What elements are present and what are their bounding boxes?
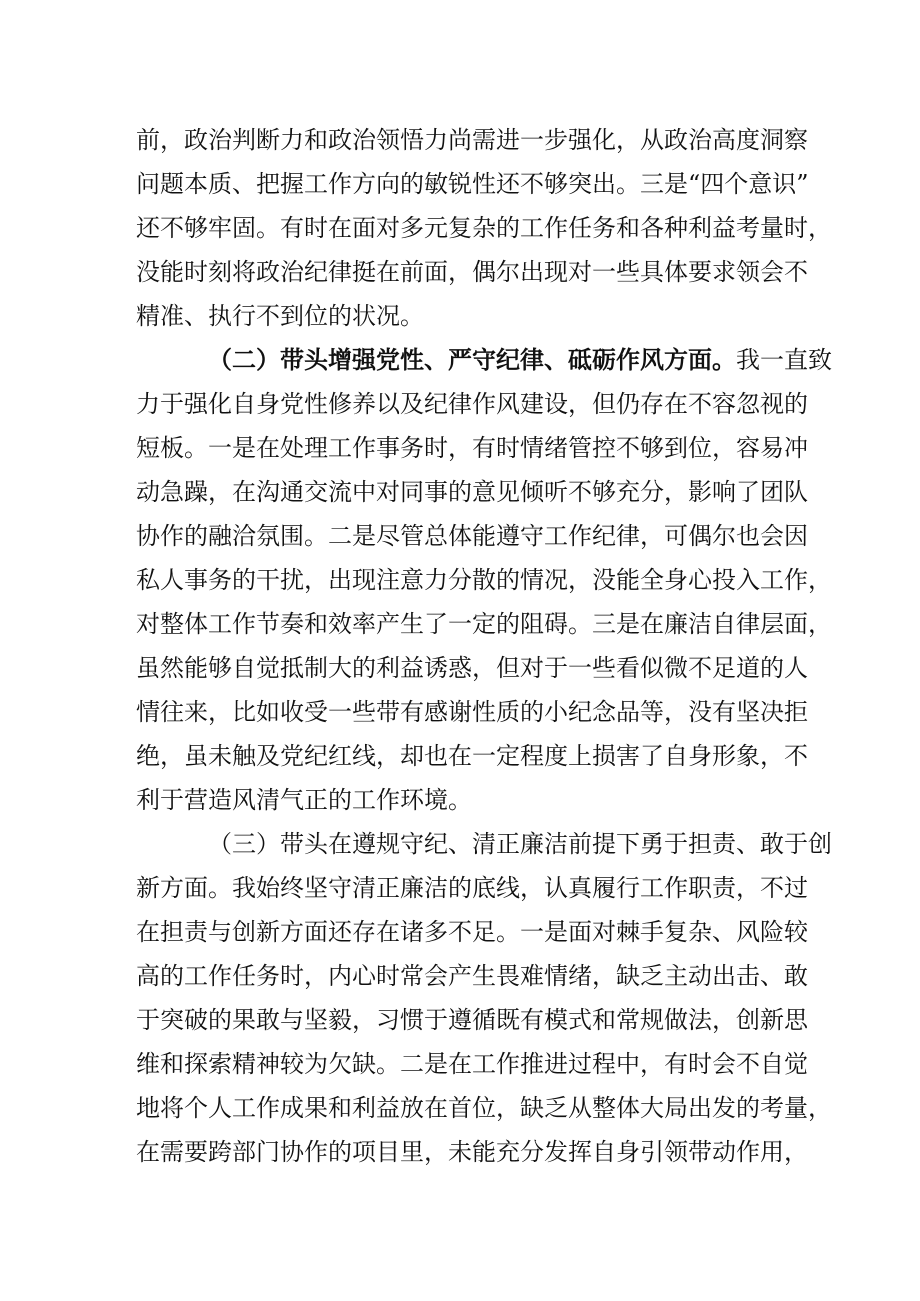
p2-line-10: 绝，虽未触及党纪红线，却也在一定程度上损害了自身形象，不 bbox=[136, 742, 808, 770]
p1-line-4: 没能时刻将政治纪律挺在前面，偶尔出现对一些具体要求领会不 bbox=[136, 258, 808, 286]
p2-line-8: 虽然能够自觉抵制大的利益诱惑，但对于一些看似微不足道的人 bbox=[136, 654, 808, 682]
p2-line-9: 情往来，比如收受一些带有感谢性质的小纪念品等，没有坚决拒 bbox=[136, 698, 808, 726]
section-heading-2: （二）带头增强党性、严守纪律、砥砺作风方面。 bbox=[208, 346, 736, 374]
p3-line-8: 在需要跨部门协作的项目里，未能充分发挥自身引领带动作用， bbox=[136, 1138, 808, 1166]
p3-line-5: 于突破的果敢与坚毅，习惯于遵循既有模式和常规做法，创新思 bbox=[136, 1006, 808, 1034]
p2-line-4: 动急躁，在沟通交流中对同事的意见倾听不够充分，影响了团队 bbox=[136, 478, 808, 506]
p2-line-2: 力于强化自身党性修养以及纪律作风建设，但仍存在不容忽视的 bbox=[136, 390, 808, 418]
p1-line-5: 精准、执行不到位的状况。 bbox=[136, 302, 424, 330]
p3-line-2: 新方面。我始终坚守清正廉洁的底线，认真履行工作职责，不过 bbox=[136, 874, 808, 902]
p3-line-6: 维和探索精神较为欠缺。二是在工作推进过程中，有时会不自觉 bbox=[136, 1050, 808, 1078]
p3-first-line: （三）带头在遵规守纪、清正廉洁前提下勇于担责、敢于创 bbox=[208, 830, 832, 858]
p2-line-6: 私人事务的干扰，出现注意力分散的情况，没能全身心投入工作， bbox=[136, 566, 832, 594]
p2-line-11: 利于营造风清气正的工作环境。 bbox=[136, 786, 472, 814]
p1-line-2: 问题本质、把握工作方向的敏锐性还不够突出。三是“四个意识” bbox=[136, 170, 809, 198]
p3-line-3: 在担责与创新方面还存在诸多不足。一是面对棘手复杂、风险较 bbox=[136, 918, 808, 946]
p2-first-line-rest: 我一直致 bbox=[736, 346, 832, 374]
p1-line-3: 还不够牢固。有时在面对多元复杂的工作任务和各种利益考量时， bbox=[136, 214, 832, 242]
p2-line-5: 协作的融洽氛围。二是尽管总体能遵守工作纪律，可偶尔也会因 bbox=[136, 522, 808, 550]
p1-line-1: 前，政治判断力和政治领悟力尚需进一步强化，从政治高度洞察 bbox=[136, 126, 808, 154]
p3-line-7: 地将个人工作成果和利益放在首位，缺乏从整体大局出发的考量， bbox=[136, 1094, 832, 1122]
p2-line-3: 短板。一是在处理工作事务时，有时情绪管控不够到位，容易冲 bbox=[136, 434, 808, 462]
p2-first-line bbox=[208, 345, 832, 375]
p2-line-7: 对整体工作节奏和效率产生了一定的阻碍。三是在廉洁自律层面， bbox=[136, 610, 832, 638]
p3-line-4: 高的工作任务时，内心时常会产生畏难情绪，缺乏主动出击、敢 bbox=[136, 962, 808, 990]
